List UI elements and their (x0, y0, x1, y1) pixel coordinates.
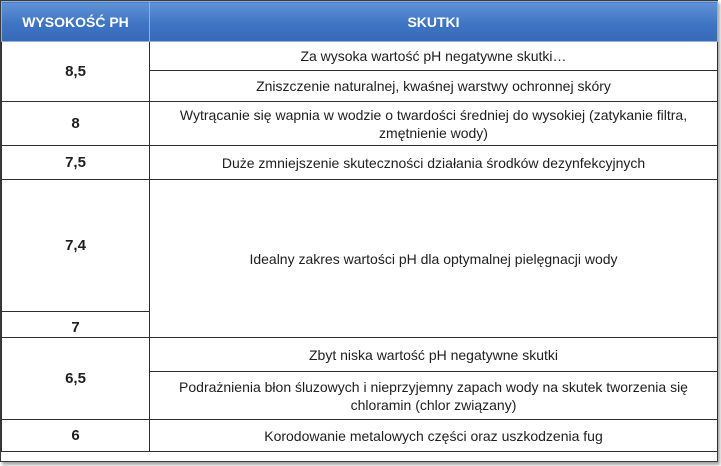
ph-value-6: 6 (2, 420, 150, 452)
table-row (2, 180, 718, 312)
header-row (2, 2, 718, 42)
ph-effects-table (1, 1, 718, 452)
header-ph: WYSOKOŚĆ PH (2, 2, 150, 42)
ph-value-6-5: 6,5 (2, 338, 150, 420)
table-row (2, 42, 718, 71)
effect-cell: Podrażnienia błon śluzowych i nieprzyjemny zapach wody na skutek tworzenia się chloramin (chlor związany) (150, 372, 718, 420)
effect-cell: Za wysoka wartość pH negatywne skutki… (150, 42, 718, 71)
ph-value-8: 8 (2, 102, 150, 146)
table-row (2, 146, 718, 180)
effect-cell: Korodowanie metalowych części oraz uszkodzenia fug (150, 420, 718, 452)
header-effects: SKUTKI (150, 2, 718, 42)
table-row (2, 338, 718, 372)
effect-cell: Duże zmniejszenie skuteczności działania środków dezynfekcyjnych (150, 146, 718, 180)
effect-cell: Zniszczenie naturalnej, kwaśnej warstwy ochronnej skóry (150, 71, 718, 102)
ph-value-7-5: 7,5 (2, 146, 150, 180)
ph-value-7-4: 7,4 (2, 180, 150, 312)
table-body (2, 42, 718, 452)
ph-value-8-5: 8,5 (2, 42, 150, 102)
effect-cell: Zbyt niska wartość pH negatywne skutki (150, 338, 718, 372)
ph-value-7: 7 (2, 312, 150, 338)
table-row (2, 102, 718, 146)
effect-cell: Idealny zakres wartości pH dla optymalnej pielęgnacji wody (150, 180, 718, 338)
table-row (2, 420, 718, 452)
effect-cell: Wytrącanie się wapnia w wodzie o twardości średniej do wysokiej (zatykanie filtra, zmętnienie wody) (150, 102, 718, 146)
table-header (2, 2, 718, 42)
